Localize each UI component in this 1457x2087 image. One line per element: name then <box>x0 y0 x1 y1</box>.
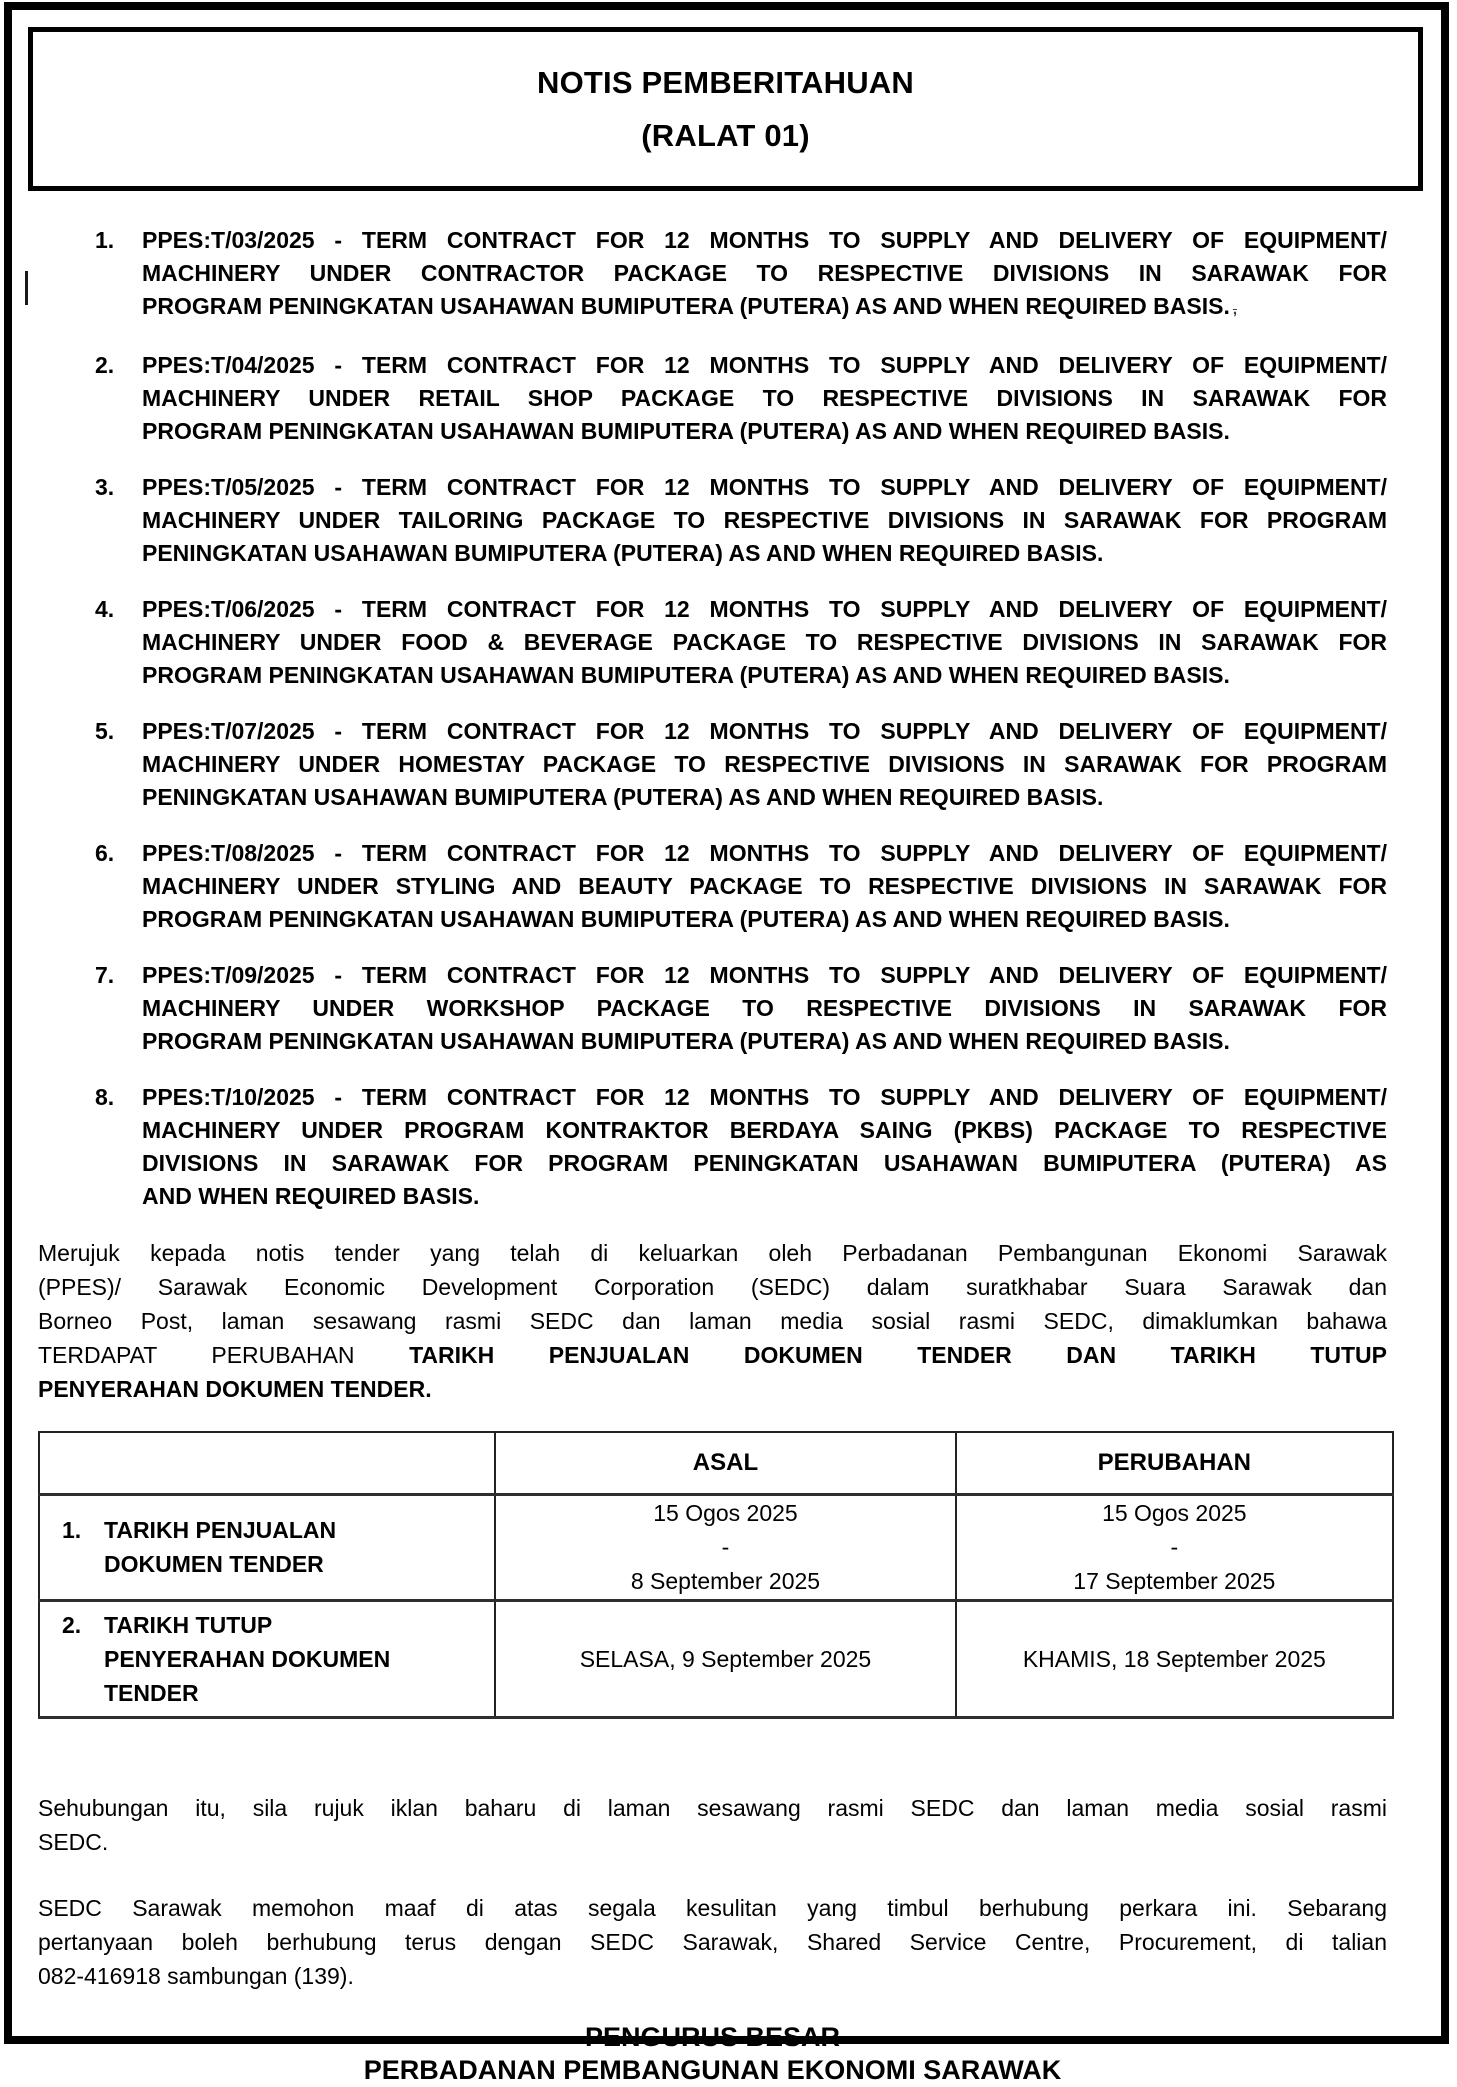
footer-title: PENGURUS BESAR <box>584 2021 841 2052</box>
item-line: AND WHEN REQUIRED BASIS. <box>142 1183 480 1209</box>
title-box <box>28 27 1423 191</box>
revision-change-bar <box>25 271 28 305</box>
item-line-text: PROGRAM PENINGKATAN USAHAWAN BUMIPUTERA (PUTERA) AS AND WHEN REQUIRED BASIS. <box>142 293 1230 319</box>
item-line: MACHINERY UNDER FOOD & BEVERAGE PACKAGE TO RESPECTIVE DIVISIONS IN SARAWAK FOR <box>142 629 1387 655</box>
paragraph-apology <box>38 1891 1387 1993</box>
item-line: MACHINERY UNDER RETAIL SHOP PACKAGE TO RESPECTIVE DIVISIONS IN SARAWAK FOR <box>142 385 1387 411</box>
item-number: 4. <box>95 596 115 622</box>
date-line: KHAMIS, 18 September 2025 <box>1022 1645 1326 1672</box>
label-line: DOKUMEN TENDER <box>104 1551 324 1577</box>
perubahan-cell <box>956 1600 1393 1717</box>
item-line: DIVISIONS IN SARAWAK FOR PROGRAM PENINGKATAN USAHAWAN BUMIPUTERA (PUTERA) AS <box>142 1150 1387 1176</box>
asal-cell <box>495 1494 955 1600</box>
table-header-row <box>39 1432 1393 1494</box>
row-number: 2. <box>62 1611 82 1638</box>
item-line: PPES:T/10/2025 - TERM CONTRACT FOR 12 MONTHS TO SUPPLY AND DELIVERY OF EQUIPMENT/ <box>142 1084 1387 1110</box>
tender-item-5 <box>38 715 1387 814</box>
label-line: PENYERAHAN DOKUMEN <box>104 1645 391 1672</box>
tender-item-3 <box>38 471 1387 570</box>
item-text <box>142 349 1387 448</box>
emphasized-text: TARIKH PENJUALAN DOKUMEN TENDER DAN TARIKH TUTUP <box>409 1342 1388 1368</box>
item-line: PPES:T/07/2025 - TERM CONTRACT FOR 12 MONTHS TO SUPPLY AND DELIVERY OF EQUIPMENT/ <box>142 718 1387 744</box>
paragraph-merujuk <box>38 1236 1387 1406</box>
table-row-tutup <box>39 1600 1393 1717</box>
row-number: 1. <box>62 1517 82 1543</box>
item-line <box>142 290 1387 326</box>
paragraph-line: SEDC. <box>38 1828 109 1855</box>
asal-cell <box>495 1600 955 1717</box>
paragraph-sehubungan <box>38 1791 1387 1859</box>
item-line: MACHINERY UNDER STYLING AND BEAUTY PACKAGE TO RESPECTIVE DIVISIONS IN SARAWAK FOR <box>142 873 1387 899</box>
tender-item-8 <box>38 1081 1387 1213</box>
item-line: PPES:T/06/2025 - TERM CONTRACT FOR 12 MONTHS TO SUPPLY AND DELIVERY OF EQUIPMENT/ <box>142 596 1387 622</box>
date-line: 15 Ogos 2025 <box>653 1500 798 1526</box>
item-line: PROGRAM PENINGKATAN USAHAWAN BUMIPUTERA (PUTERA) AS AND WHEN REQUIRED BASIS. <box>142 418 1230 444</box>
item-line: PPES:T/04/2025 - TERM CONTRACT FOR 12 MONTHS TO SUPPLY AND DELIVERY OF EQUIPMENT/ <box>142 352 1387 378</box>
item-number: 6. <box>95 840 115 866</box>
row-label-text <box>104 1608 390 1710</box>
paragraph-line: Merujuk kepada notis tender yang telah di keluarkan oleh Perbadanan Pembangunan Ekonomi Sarawak <box>38 1240 1387 1266</box>
document-body <box>38 224 1387 2087</box>
item-line: MACHINERY UNDER HOMESTAY PACKAGE TO RESPECTIVE DIVISIONS IN SARAWAK FOR PROGRAM <box>142 751 1387 777</box>
struck-character: , <box>1232 301 1237 318</box>
date-line: 15 Ogos 2025 <box>1102 1500 1247 1526</box>
date-line: SELASA, 9 September 2025 <box>579 1645 872 1672</box>
date-line: 8 September 2025 <box>630 1568 821 1594</box>
paragraph-line: (PPES)/ Sarawak Economic Development Corporation (SEDC) dalam suratkhabar Suara Sarawak dan <box>38 1274 1387 1300</box>
paragraph-line: Borneo Post, laman sesawang rasmi SEDC dan laman media sosial rasmi SEDC, dimaklumkan bahawa <box>38 1308 1387 1334</box>
notice-title: NOTIS PEMBERITAHUAN <box>537 64 914 100</box>
paragraph-line: 082-416918 sambungan (139). <box>38 1962 354 1989</box>
item-number: 8. <box>95 1084 115 1110</box>
header-perubahan: PERUBAHAN <box>956 1432 1393 1494</box>
item-line: MACHINERY UNDER WORKSHOP PACKAGE TO RESPECTIVE DIVISIONS IN SARAWAK FOR <box>142 995 1387 1021</box>
header-asal: ASAL <box>495 1432 955 1494</box>
tender-item-6 <box>38 837 1387 936</box>
item-line: PROGRAM PENINGKATAN USAHAWAN BUMIPUTERA (PUTERA) AS AND WHEN REQUIRED BASIS. <box>142 1028 1230 1054</box>
label-line: TENDER <box>104 1679 199 1706</box>
paragraph-line: SEDC Sarawak memohon maaf di atas segala kesulitan yang timbul berhubung perkara ini. Sebarang <box>38 1894 1387 1921</box>
item-number: 7. <box>95 962 115 988</box>
paragraph-line: Sehubungan itu, sila rujuk iklan baharu di laman sesawang rasmi SEDC dan laman media sosial rasmi <box>38 1794 1387 1821</box>
item-line: MACHINERY UNDER CONTRACTOR PACKAGE TO RESPECTIVE DIVISIONS IN SARAWAK FOR <box>142 260 1387 286</box>
header-empty-cell <box>39 1432 495 1494</box>
date-line: - <box>721 1534 730 1560</box>
item-line: PENINGKATAN USAHAWAN BUMIPUTERA (PUTERA) AS AND WHEN REQUIRED BASIS. <box>142 540 1104 566</box>
row-label-text <box>104 1513 336 1581</box>
tender-item-2 <box>38 349 1387 448</box>
date-line: - <box>1170 1534 1179 1560</box>
item-number: 1. <box>95 227 115 253</box>
footer-signature <box>38 2021 1387 2087</box>
paragraph-line <box>38 1338 1387 1372</box>
item-line: PPES:T/05/2025 - TERM CONTRACT FOR 12 MONTHS TO SUPPLY AND DELIVERY OF EQUIPMENT/ <box>142 474 1387 500</box>
item-number: 5. <box>95 718 115 744</box>
item-line: PROGRAM PENINGKATAN USAHAWAN BUMIPUTERA (PUTERA) AS AND WHEN REQUIRED BASIS. <box>142 662 1230 688</box>
row-label <box>40 1602 494 1716</box>
item-line: MACHINERY UNDER TAILORING PACKAGE TO RESPECTIVE DIVISIONS IN SARAWAK FOR PROGRAM <box>142 507 1387 533</box>
row-label-cell <box>39 1600 495 1717</box>
item-line: PPES:T/09/2025 - TERM CONTRACT FOR 12 MONTHS TO SUPPLY AND DELIVERY OF EQUIPMENT/ <box>142 962 1387 988</box>
notice-subtitle: (RALAT 01) <box>641 117 810 153</box>
item-text <box>142 593 1387 692</box>
item-text <box>142 715 1387 814</box>
label-line: TARIKH TUTUP <box>104 1611 273 1638</box>
tender-item-4 <box>38 593 1387 692</box>
item-line: PENINGKATAN USAHAWAN BUMIPUTERA (PUTERA) AS AND WHEN REQUIRED BASIS. <box>142 784 1104 810</box>
item-line: PROGRAM PENINGKATAN USAHAWAN BUMIPUTERA (PUTERA) AS AND WHEN REQUIRED BASIS. <box>142 906 1230 932</box>
paragraph-line: pertanyaan boleh berhubung terus dengan SEDC Sarawak, Shared Service Centre, Procurement, di talian <box>38 1928 1387 1955</box>
paragraph-line-text: TERDAPAT PERUBAHAN <box>38 1342 355 1368</box>
tender-dates-table <box>38 1431 1394 1719</box>
tender-list <box>38 224 1387 1213</box>
footer-organization: PERBADANAN PEMBANGUNAN EKONOMI SARAWAK <box>363 2054 1062 2085</box>
table-row-penjualan <box>39 1494 1393 1600</box>
item-text <box>142 837 1387 936</box>
paragraph-line: PENYERAHAN DOKUMEN TENDER. <box>38 1376 432 1402</box>
tender-item-7 <box>38 959 1387 1058</box>
item-text <box>142 471 1387 570</box>
item-line: PPES:T/08/2025 - TERM CONTRACT FOR 12 MONTHS TO SUPPLY AND DELIVERY OF EQUIPMENT/ <box>142 840 1387 866</box>
item-number: 2. <box>95 352 115 378</box>
item-line: PPES:T/03/2025 - TERM CONTRACT FOR 12 MONTHS TO SUPPLY AND DELIVERY OF EQUIPMENT/ <box>142 227 1387 253</box>
item-line: MACHINERY UNDER PROGRAM KONTRAKTOR BERDAYA SAING (PKBS) PACKAGE TO RESPECTIVE <box>142 1117 1387 1143</box>
item-text <box>142 1081 1387 1213</box>
item-number: 3. <box>95 474 115 500</box>
tender-item-1 <box>38 224 1387 326</box>
row-label <box>40 1507 494 1587</box>
label-line: TARIKH PENJUALAN <box>104 1517 337 1543</box>
item-text <box>142 959 1387 1058</box>
item-text <box>142 224 1387 326</box>
row-label-cell <box>39 1494 495 1600</box>
date-line: 17 September 2025 <box>1073 1568 1276 1594</box>
perubahan-cell <box>956 1494 1393 1600</box>
